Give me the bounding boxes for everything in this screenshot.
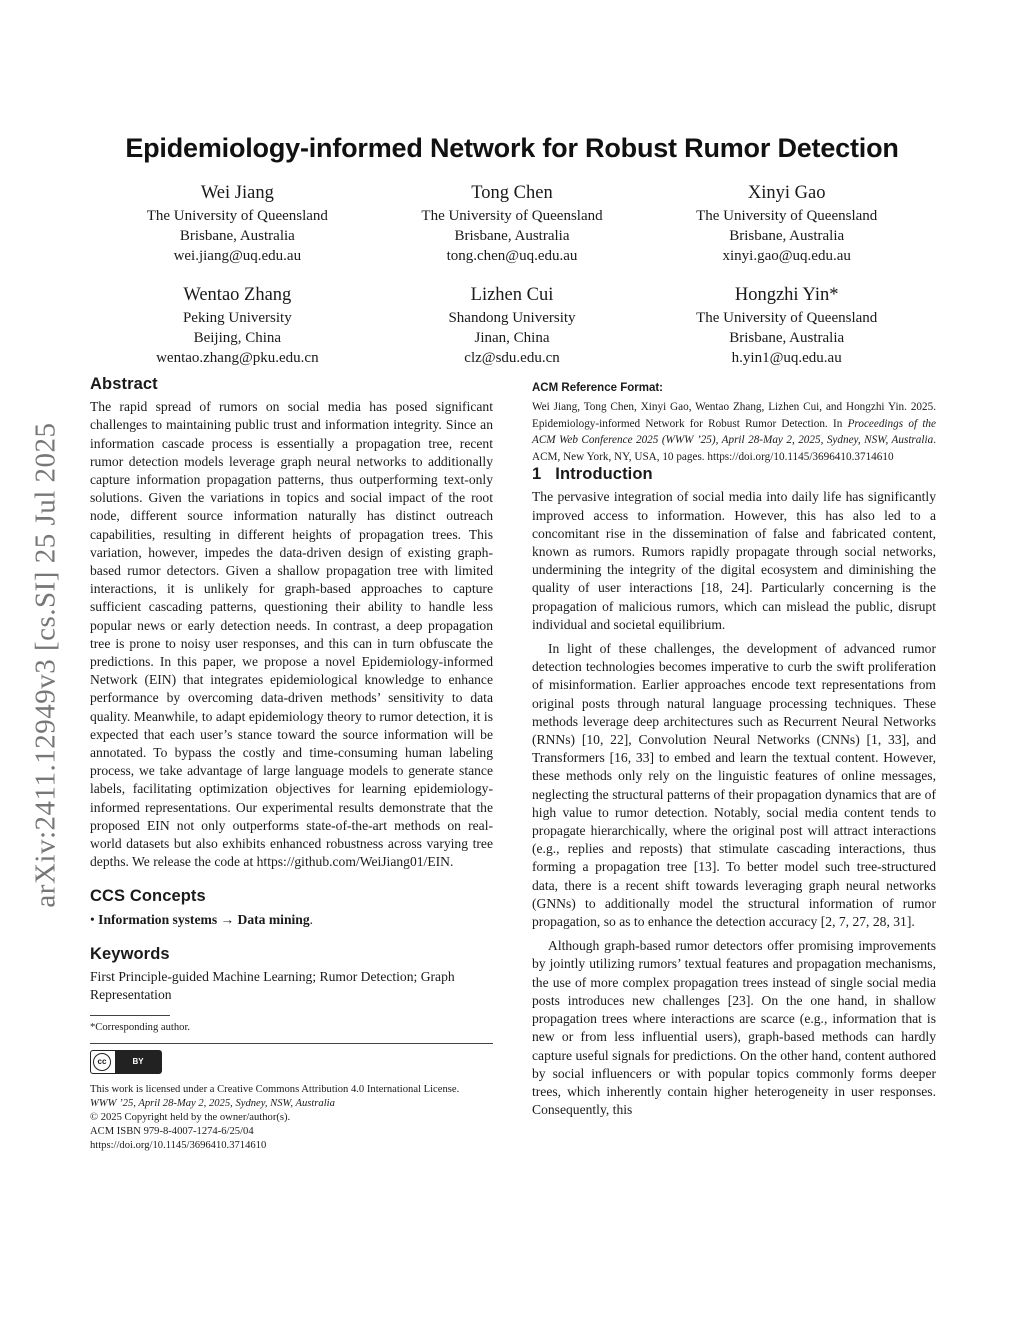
author-email[interactable]: tong.chen@uq.edu.au [446,248,578,264]
acm-reference-text [532,399,936,465]
acm-reference-doi[interactable]: . ACM, New York, NY, USA, 10 pages. https://doi.org/10.1145/3696410.3714610 [532,434,936,463]
acm-reference-authors: Wei Jiang, Tong Chen, Xinyi Gao, Wentao Zhang, Lizhen Cui, and Hongzhi Yin. 2025. Epidemiology-informed Network for Robust Rumor Detection. In [532,401,936,430]
conference-line: WWW ’25, April 28-May 2, 2025, Sydney, NSW, Australia [90,1097,335,1109]
author-name: Lizhen Cui [470,285,554,305]
ccs-concepts [90,911,493,929]
abstract-text: The rapid spread of rumors on social media has posed significant challenges to maintaining public trust and information integrity. Since an information cascade process is essentially a propagation tree, recent rumor detection models leverage graph neural networks to additionally capture information propagation patterns, thus outperforming text-only solutions. Given the variations in topics and social impact of the root node, different source information naturally has distinct outreach capabilities, resulting in different heights of propagation trees. This variation, however, impedes the data-driven design of existing graph-based rumor detectors. Given a shallow propagation tree with limited interactions, it is unlikely for graph-based approaches to capture sufficient cascading patterns, questioning their ability to handle less popular news or early detection needs. In contrast, a deep propagation tree is prone to noisy user responses, and this can in turn obfuscate the predictions. In this paper, we propose a novel Epidemiology-informed Network (EIN) that integrates epidemiological knowledge to enhance performance by overcoming data-driven methods’ sensitivity to data quality. Meanwhile, to adapt epidemiology theory to rumor detection, it is expected that each user’s stance toward the source information will be annotated. To bypass the costly and time-consuming human labeling process, we take advantage of large language models to generate stance labels, facilitating optimization objectives for learning epidemiology-informed representations. Our experimental results demonstrate that the proposed EIN not only outperforms state-of-the-art methods on real-world datasets but also exhibits enhanced robustness across varying tree depths. We release the code at https://github.com/WeiJiang01/EIN. [90,399,493,870]
right-column [532,379,936,1119]
intro-paragraph-3: Although graph-based rumor detectors offer promising improvements by jointly utilizing rumors’ textual features and propagation mechanisms, the use of more complex propagation trees instead of single social media posts introduces new challenges [23]. On the one hand, in shallow propagation trees where interactions are scarce (e.g., information that is new or from less influential users), graph-based methods can hardly capture useful signals for predictions. On the other hand, content authored by social influencers or with popular topics commonly forms deeper trees, which inherently contain higher heterogeneity in user responses. Consequently, this [532,938,936,1118]
corresponding-author-note: *Corresponding author. [90,1021,191,1033]
author-email[interactable]: h.yin1@uq.edu.au [731,350,842,366]
doi-link[interactable]: https://doi.org/10.1145/3696410.3714610 [90,1139,267,1151]
author-location: Brisbane, Australia [729,330,845,346]
left-column [90,375,493,1153]
cc-icon: cc [93,1053,111,1071]
intro-paragraph-2: In light of these challenges, the development of advanced rumor detection technologies becomes imperative to curb the swift proliferation of misinformation. Earlier approaches encode text representations from original posts through natural language processing techniques. These methods leverage deep architectures such as Recurrent Neural Networks (RNNs) [10, 22], Convolution Neural Networks (CNNs) [1, 33], and Transformers [16, 33] to embed and learn the textual content. However, these methods only rely on the linguistic features of online messages, neglecting the structural patterns of their propagation dynamics that are of high value to rumor detection. Notably, social media content tends to propagate hierarchically, where the original post will attract interactions (e.g., replies and reposts) that stimulate cascading interactions, thus forming a propagation tree [13]. To better model such tree-structured data, there is a recent shift towards leveraging graph neural networks (GNNs) to additionally model the structural information of rumor propagation, so as to enhance the detection accuracy [2, 7, 27, 28, 31]. [532,641,936,930]
author-location: Jinan, China [474,330,550,346]
section-title: Introduction [555,465,653,484]
license-divider [90,1043,493,1044]
author-affiliation: Peking University [182,310,292,326]
author-affiliation: The University of Queensland [696,208,878,224]
intro-paragraph-1: The pervasive integration of social media into daily life has significantly improved access to information. However, this has also led to a concomitant rise in the dissemination of false and fabricated content, known as rumors. Rumors rapidly propagate through social networks, undermining the integrity of the digital ecosystem and diminishing the quality of user interactions [18, 24]. Particularly concerning is the propagation of malicious rumors, which can mislead the public, disrupt individual and societal equilibrium. [532,489,936,632]
author-row [100,282,924,368]
author-affiliation: The University of Queensland [146,208,328,224]
ccs-arrow: → [217,911,238,927]
author-email[interactable]: clz@sdu.edu.cn [464,350,560,366]
author-card [100,282,375,368]
author-location: Beijing, China [193,330,282,346]
ccs-term-1: Information systems [98,911,218,927]
author-affiliation: The University of Queensland [696,310,878,326]
author-name: Xinyi Gao [747,183,826,203]
author-email[interactable]: wentao.zhang@pku.edu.cn [156,350,319,366]
author-name: Wentao Zhang [183,285,292,305]
author-name: Hongzhi Yin* [734,285,839,305]
keywords-heading: Keywords [90,944,170,963]
license-line: This work is licensed under a Creative Commons Attribution 4.0 International License. [90,1083,460,1095]
author-card [649,282,924,368]
author-email[interactable]: xinyi.gao@uq.edu.au [722,248,851,264]
keywords-text: First Principle-guided Machine Learning; Rumor Detection; Graph Representation [90,969,455,1003]
acm-reference-heading: ACM Reference Format: [532,382,663,394]
section-number: 1 [532,465,542,484]
author-row [100,180,924,266]
by-icon: BY [115,1051,161,1073]
ccs-term-2: Data mining [237,911,310,927]
author-location: Brisbane, Australia [729,228,845,244]
abstract-heading: Abstract [90,375,158,393]
ccs-period: . [309,911,314,927]
arxiv-stamp [24,385,68,945]
author-card [375,180,650,266]
author-card [649,180,924,266]
author-affiliation: Shandong University [448,310,576,326]
arxiv-stamp-text: arXiv:2411.12949v3 [cs.SI] 25 Jul 2025 [29,422,62,908]
ccs-heading: CCS Concepts [90,887,206,906]
paper-title: Epidemiology-informed Network for Robust Rumor Detection [125,133,899,163]
author-name: Wei Jiang [200,183,274,203]
author-email[interactable]: wei.jiang@uq.edu.au [173,248,302,264]
author-block [100,180,924,384]
author-card [375,282,650,368]
author-name: Tong Chen [471,183,553,203]
footnote-divider [90,1015,170,1016]
author-location: Brisbane, Australia [454,228,570,244]
copyright-line: © 2025 Copyright held by the owner/author(s). [90,1111,291,1123]
acm-reference-venue: Proceedings of the ACM Web Conference 2025 (WWW ’25), April 28-May 2, 2025, Sydney, NSW, Australia [532,417,936,447]
ccs-bullet: • [90,911,95,927]
author-affiliation: The University of Queensland [421,208,603,224]
introduction-heading [532,465,936,483]
isbn-line: ACM ISBN 979-8-4007-1274-6/25/04 [90,1125,254,1137]
author-card [100,180,375,266]
author-location: Brisbane, Australia [179,228,295,244]
cc-by-license-icon[interactable] [90,1050,162,1074]
